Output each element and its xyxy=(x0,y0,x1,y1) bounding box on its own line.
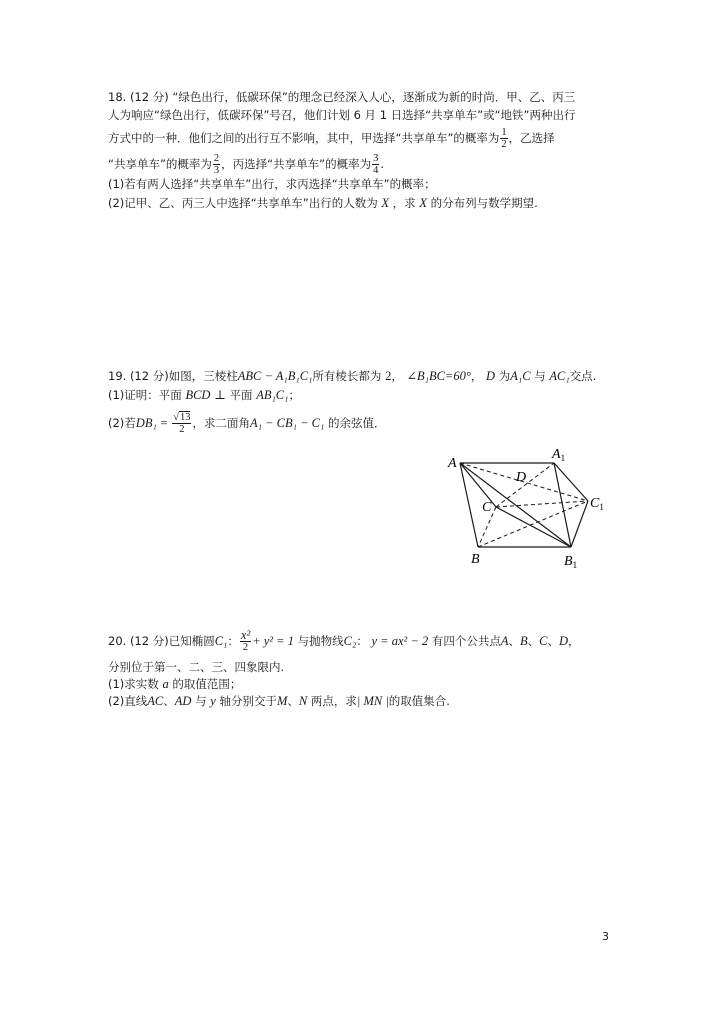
label-C1: $C_1$ xyxy=(590,496,604,512)
label-B1: $B_1$ xyxy=(564,554,578,570)
q19-line-1: 19. (12 分)如图，三棱柱ABC − A₁B₁C₁所有棱长都为 2， ∠B₁BC=60°， D 为A₁C 与 AC₁交点. xyxy=(108,369,597,383)
fraction-two-thirds: $\frac{2}{3}$ xyxy=(213,153,220,176)
q18-line-1: 18. (12 分) “绿色出行，低碳环保”的理念已经深入人心，逐渐成为新的时尚．甲、乙、丙三 xyxy=(108,90,576,104)
q19-part-2: (2)若DB₁ = $\frac{√13}{2}$ ，求二面角A₁ − CB₁ − C₁ 的余弦值． xyxy=(108,412,386,435)
label-A1: $A_1$ xyxy=(552,447,566,463)
edge-A1-C1 xyxy=(554,463,588,501)
fraction-x2-over-2: $\frac{\text{x²}}{2}$ xyxy=(240,628,251,653)
q20-line-2: 分别位于第一、二、三、四象限内. xyxy=(108,660,285,674)
label-C: C xyxy=(482,500,492,515)
label-B: B xyxy=(471,552,480,567)
fraction-sqrt13-over-2: $\frac{√13}{2}$ xyxy=(173,412,191,435)
edge-B-C1 xyxy=(478,501,588,547)
edge-B1-C1 xyxy=(571,501,588,547)
q19-part-1: (1)证明：平面 BCD ⊥ 平面 AB₁C₁； xyxy=(108,388,300,402)
q20-line-1: 20. (12 分)已知椭圆C₁： $\frac{\text{x²}}{2}$ + y² = 1 与抛物线C₂： y = ax² − 2 有四个公共点A、B、C、D， xyxy=(108,628,580,653)
q20-part-2: (2)直线AC、AD 与 y 轴分别交于M、N 两点，求| MN |的取值集合. xyxy=(108,694,450,708)
edge-C-B1 xyxy=(496,507,571,547)
q18-line-4: “共享单车”的概率为 $\frac{2}{3}$ ，丙选择“共享单车”的概率为 $\frac{3}{4}$ . xyxy=(108,153,384,176)
edge-A-B xyxy=(460,463,478,547)
edge-C-C1 xyxy=(496,501,588,507)
fraction-one-half: $\frac{1}{2}$ xyxy=(501,127,507,150)
q18-part-1: (1)若有两人选择“共享单车”出行，求丙选择“共享单车”的概率； xyxy=(108,177,436,191)
fraction-three-quarters: $\frac{3}{4}$ xyxy=(373,153,379,176)
prism-figure xyxy=(440,445,620,575)
q18-part-2: (2)记甲、乙、丙三人中选择“共享单车”出行的人数为 X ，求 X 的分布列与数学期望. xyxy=(108,196,538,210)
label-D: D xyxy=(516,470,527,485)
label-A: A xyxy=(448,456,457,471)
q20-part-1: (1)求实数 a 的取值范围； xyxy=(108,677,242,691)
page-number: 3 xyxy=(602,930,609,943)
edge-A1-B1 xyxy=(554,463,571,547)
q18-line-3: 方式中的一种．他们之间的出行互不影响，其中，甲选择“共享单车”的概率为 $\frac{1}{2}$ ，乙选择 xyxy=(108,127,555,150)
q18-line-2: 人为响应“绿色出行，低碳环保”号召，他们计划 6 月 1 日选择“共享单车”或“地铁”两种出行 xyxy=(108,108,576,122)
